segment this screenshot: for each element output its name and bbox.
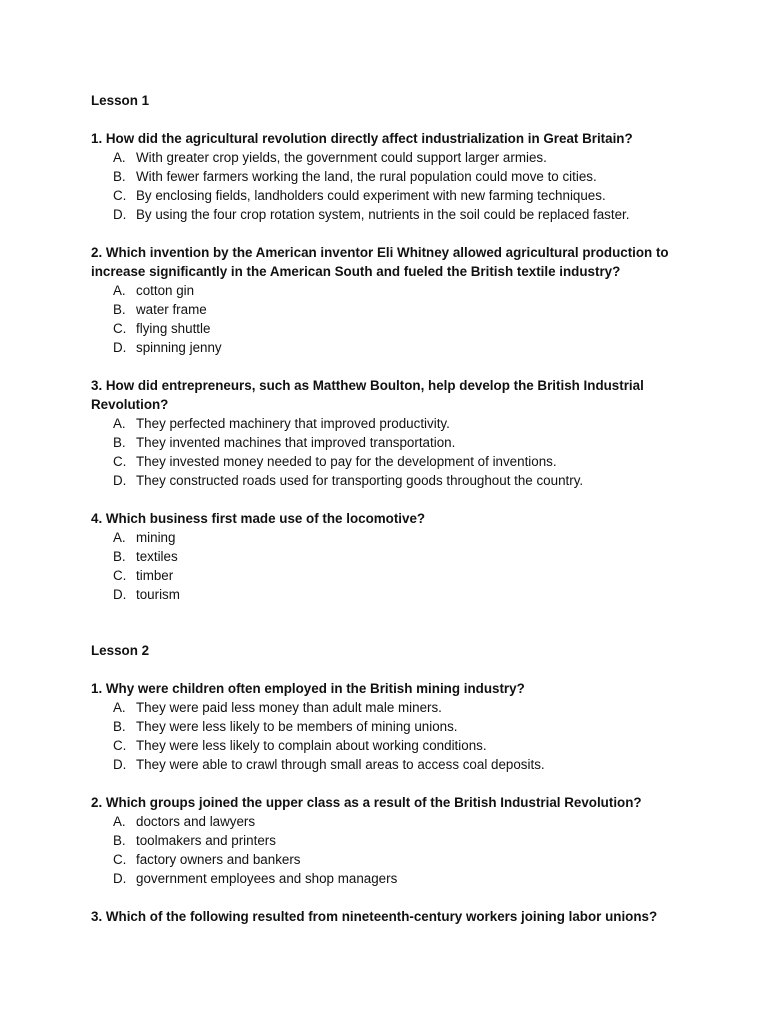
answer-options bbox=[91, 148, 691, 224]
document-page bbox=[91, 91, 691, 926]
answer-options bbox=[91, 698, 691, 774]
lesson-1-section bbox=[91, 91, 691, 604]
answer-option-b bbox=[91, 167, 691, 186]
answer-option-d bbox=[91, 471, 691, 490]
answer-option-c bbox=[91, 736, 691, 755]
option-letter: A. bbox=[113, 530, 126, 545]
option-letter: B. bbox=[113, 719, 126, 734]
option-text: textiles bbox=[136, 549, 178, 564]
option-text: With fewer farmers working the land, the rural population could move to cities. bbox=[136, 169, 597, 184]
answer-options bbox=[91, 281, 691, 357]
option-text: They perfected machinery that improved productivity. bbox=[136, 416, 450, 431]
option-text: They invested money needed to pay for the development of inventions. bbox=[136, 454, 557, 469]
option-letter: C. bbox=[113, 852, 127, 867]
option-letter: D. bbox=[113, 587, 127, 602]
option-letter: C. bbox=[113, 454, 127, 469]
question-text: 3. How did entrepreneurs, such as Matthew Boulton, help develop the British Industrial Revolution? bbox=[91, 378, 644, 412]
option-letter: A. bbox=[113, 416, 126, 431]
answer-option-d bbox=[91, 585, 691, 604]
option-letter: C. bbox=[113, 188, 127, 203]
option-text: They were paid less money than adult male miners. bbox=[136, 700, 442, 715]
question-text: 2. Which invention by the American inventor Eli Whitney allowed agricultural production to increase significantly in the American South and fueled the British textile industry? bbox=[91, 245, 669, 279]
question-text: 3. Which of the following resulted from nineteenth-century workers joining labor unions? bbox=[91, 909, 658, 924]
option-letter: D. bbox=[113, 473, 127, 488]
option-letter: A. bbox=[113, 700, 126, 715]
option-letter: B. bbox=[113, 169, 126, 184]
option-text: They constructed roads used for transporting goods throughout the country. bbox=[136, 473, 584, 488]
option-text: factory owners and bankers bbox=[136, 852, 301, 867]
answer-option-d bbox=[91, 755, 691, 774]
option-letter: B. bbox=[113, 302, 126, 317]
answer-option-d bbox=[91, 869, 691, 888]
answer-option-a bbox=[91, 698, 691, 717]
question-text: 2. Which groups joined the upper class as a result of the British Industrial Revolution? bbox=[91, 795, 642, 810]
question-l2-q2 bbox=[91, 793, 691, 888]
option-letter: D. bbox=[113, 757, 127, 772]
answer-option-a bbox=[91, 414, 691, 433]
answer-options bbox=[91, 414, 691, 490]
answer-option-d bbox=[91, 338, 691, 357]
option-letter: B. bbox=[113, 833, 126, 848]
option-letter: B. bbox=[113, 549, 126, 564]
option-text: They invented machines that improved transportation. bbox=[136, 435, 456, 450]
answer-option-c bbox=[91, 566, 691, 585]
option-text: toolmakers and printers bbox=[136, 833, 276, 848]
answer-option-b bbox=[91, 300, 691, 319]
answer-option-a bbox=[91, 528, 691, 547]
answer-option-b bbox=[91, 831, 691, 850]
option-letter: D. bbox=[113, 207, 127, 222]
option-letter: D. bbox=[113, 340, 127, 355]
question-text: 4. Which business first made use of the locomotive? bbox=[91, 511, 426, 526]
answer-option-d bbox=[91, 205, 691, 224]
option-text: They were less likely to complain about working conditions. bbox=[136, 738, 487, 753]
question-l1-q1 bbox=[91, 129, 691, 224]
option-text: doctors and lawyers bbox=[136, 814, 256, 829]
answer-option-b bbox=[91, 547, 691, 566]
option-text: timber bbox=[136, 568, 174, 583]
answer-option-c bbox=[91, 319, 691, 338]
question-text: 1. Why were children often employed in the British mining industry? bbox=[91, 681, 525, 696]
answer-option-b bbox=[91, 717, 691, 736]
option-text: With greater crop yields, the government could support larger armies. bbox=[136, 150, 547, 165]
lesson-2-section bbox=[91, 641, 691, 926]
option-text: water frame bbox=[136, 302, 207, 317]
option-text: By using the four crop rotation system, nutrients in the soil could be replaced faster. bbox=[136, 207, 630, 222]
option-letter: A. bbox=[113, 283, 126, 298]
option-text: By enclosing fields, landholders could experiment with new farming techniques. bbox=[136, 188, 606, 203]
section-spacer bbox=[91, 604, 691, 641]
answer-option-c bbox=[91, 186, 691, 205]
option-text: flying shuttle bbox=[136, 321, 211, 336]
option-text: mining bbox=[136, 530, 176, 545]
option-text: They were able to crawl through small areas to access coal deposits. bbox=[136, 757, 545, 772]
lesson-heading: Lesson 2 bbox=[91, 643, 150, 658]
question-l1-q4 bbox=[91, 509, 691, 604]
option-letter: B. bbox=[113, 435, 126, 450]
question-l1-q2 bbox=[91, 243, 691, 357]
answer-option-a bbox=[91, 148, 691, 167]
option-letter: C. bbox=[113, 321, 127, 336]
answer-option-c bbox=[91, 452, 691, 471]
option-text: government employees and shop managers bbox=[136, 871, 398, 886]
option-text: cotton gin bbox=[136, 283, 195, 298]
option-letter: C. bbox=[113, 568, 127, 583]
answer-options bbox=[91, 812, 691, 888]
answer-option-a bbox=[91, 281, 691, 300]
question-l2-q1 bbox=[91, 679, 691, 774]
question-text: 1. How did the agricultural revolution directly affect industrialization in Great Britain? bbox=[91, 131, 633, 146]
question-l1-q3 bbox=[91, 376, 691, 490]
option-letter: A. bbox=[113, 814, 126, 829]
option-letter: D. bbox=[113, 871, 127, 886]
option-letter: C. bbox=[113, 738, 127, 753]
option-letter: A. bbox=[113, 150, 126, 165]
answer-option-c bbox=[91, 850, 691, 869]
lesson-heading: Lesson 1 bbox=[91, 93, 150, 108]
answer-option-b bbox=[91, 433, 691, 452]
option-text: spinning jenny bbox=[136, 340, 222, 355]
question-l2-q3 bbox=[91, 907, 691, 926]
option-text: tourism bbox=[136, 587, 180, 602]
answer-options bbox=[91, 528, 691, 604]
option-text: They were less likely to be members of mining unions. bbox=[136, 719, 458, 734]
answer-option-a bbox=[91, 812, 691, 831]
